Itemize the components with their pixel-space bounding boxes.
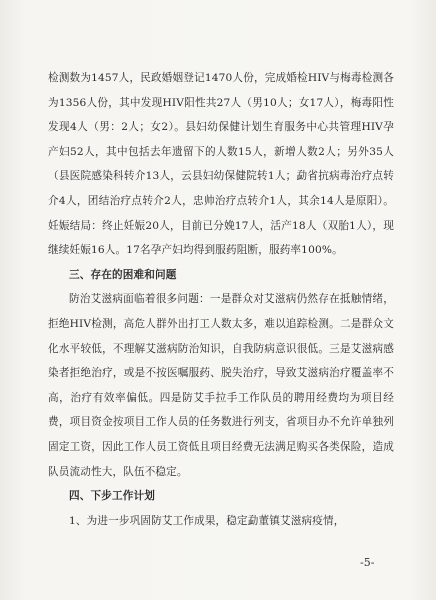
paragraph-work-plan: 1、为进一步巩固防艾工作成果，稳定勐董镇艾滋病疫情， (69, 514, 345, 527)
paragraph-statistics: 检测数为1457人，民政婚姻登记1470人份，完成婚检HIV与梅毒检测各为1356人份，其中发现HIV阳性共27人（男10人；女17人），梅毒阳性发现4人（男：2人；女2）。县妇幼保健计划生育服务中心共管理HIV孕产妇52人，其中包括去年遗留下的人数15人，新增人数2人；另外35人（县医院感染科转介13人，云县妇幼保健院转1人；勐省抗病毒治疗点转介4人，团结治疗点转介2人，忠帅治疗点转介1人，其余14人是原阳）。妊娠结局：终止妊娠20人，目前已分娩17人，活产18人（双胎1人），现继续妊娠16人。17名孕产妇均得到服药阻断，服药率100%。 (48, 72, 394, 257)
paragraph-difficulties: 防治艾滋病面临着很多问题：一是群众对艾滋病仍然存在抵触情绪，拒绝HIV检测，高危人群外出打工人数太多，难以追踪检测。二是群众文化水平较低，不理解艾滋病防治知识，自我防病意识很低。三是艾滋病感染者拒绝治疗，或是不按医嘱服药、脱失治疗，导致艾滋病治疗覆盖率不高，治疗有效率偏低。四是防艾手拉手工作队员的聘用经费均为项目经费，项目资金按项目工作人员的任务数进行列支，省项目办不允许单独列固定工资，因此工作人员工资低且项目经费无法满足购买各类保险，造成队员流动性大，队伍不稳定。 (48, 293, 394, 478)
section-heading-work-plan: 四、下步工作计划 (69, 490, 155, 503)
section-heading-difficulties: 三、存在的困难和问题 (69, 268, 177, 281)
page-number: -5- (360, 556, 375, 569)
body-text (48, 66, 394, 533)
